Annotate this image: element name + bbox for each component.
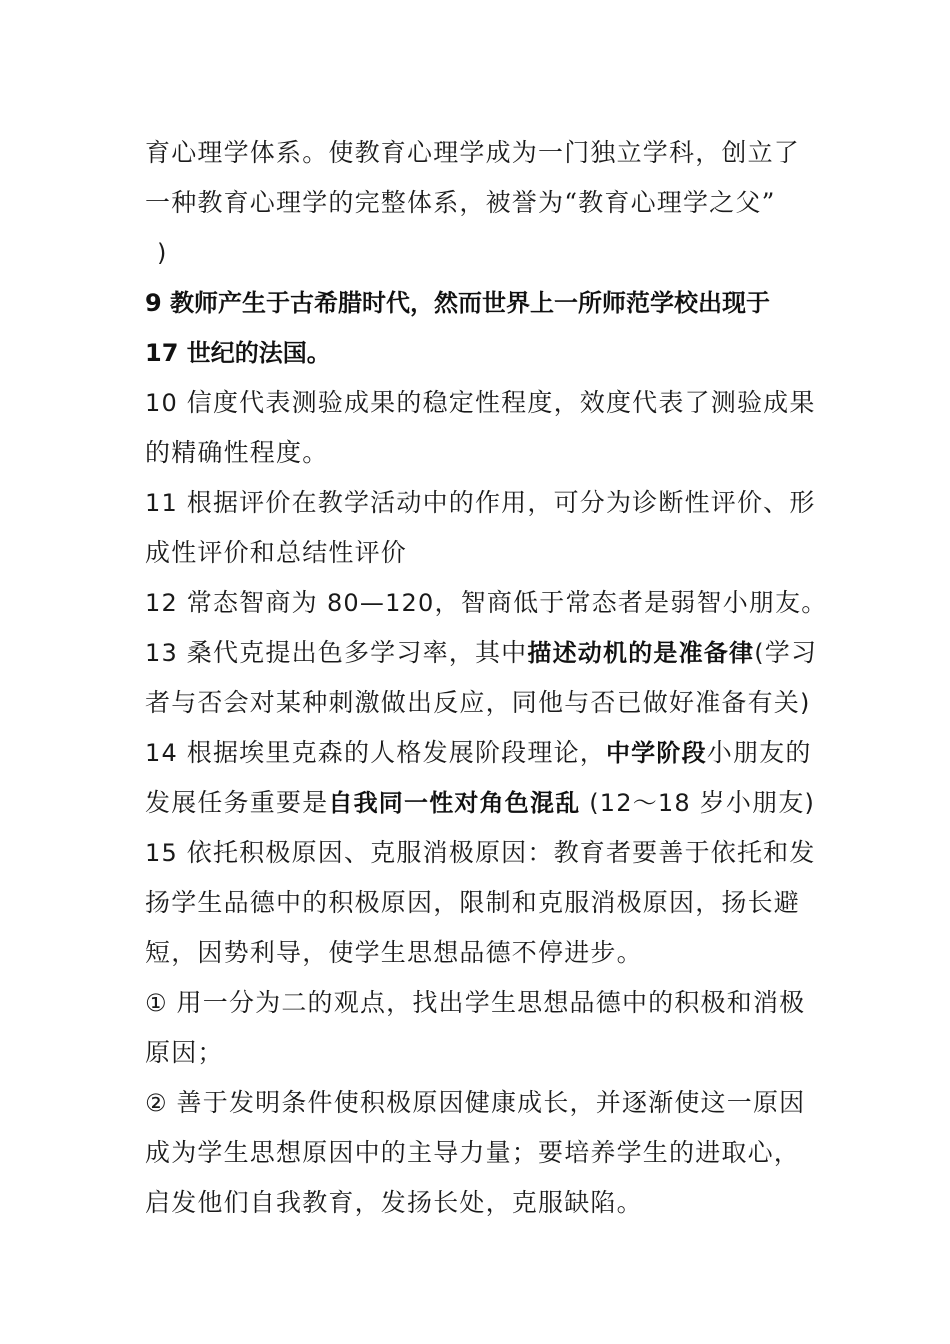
text-line [145,228,810,278]
text-line-bold [145,328,810,378]
bold-run: 描述动机的是准备律 [527,639,755,667]
text-line [145,378,816,428]
text-line [145,1178,810,1228]
text-run: 小朋友的 [706,738,812,767]
text-line [145,928,810,978]
text-run: ，智商低于常态者是弱智小朋友。 [434,588,828,617]
text-line [145,878,810,928]
bold-run: 中学阶段 [605,739,707,767]
text-run: 信度代表测验成果的稳定性程度，效度代表了测验成果 [186,388,816,417]
text-run: 一种教育心理学的完整体系，被誉为“教育心理学之父” [145,188,776,217]
text-line [145,678,810,728]
text-line [145,628,818,678]
item-number: 12 [145,589,187,617]
item-number: 14 [145,739,187,767]
text-run: ) [804,789,816,817]
text-line [145,778,816,828]
text-line [145,1078,810,1128]
item-number: 15 [145,839,187,867]
text-run: 者与否会对某种刺激做出反应，同他与否已做好准备有关 [145,688,801,717]
text-line [145,128,810,178]
text-run: 学习 [764,638,818,667]
text-run: 善于发明条件使积极原因健康成长，并逐渐使这一原因 [176,1088,806,1117]
bold-run: 自我同一性对角色混乱 [328,789,581,817]
text-run: 9 教师产生于古希腊时代，然而世界上一所师范学校出现于 [145,289,771,317]
iq-range: 80—120 [326,589,435,617]
text-run: 依托积极原因、克服消极原因：教育者要善于依托和发 [186,838,816,867]
text-run: 发展任务重要是 [145,788,329,817]
age-range: (12～18 [580,789,700,817]
text-line [145,578,828,628]
text-line [145,478,816,528]
item-number: 11 [145,489,187,517]
text-run: 岁小朋友 [699,788,805,817]
text-run: 成性评价和总结性评价 [145,538,408,567]
text-line-bold [145,278,810,328]
text-run: 育心理学体系。使教育心理学成为一门独立学科，创立了 [145,138,801,167]
item-number: 13 [145,639,187,667]
text-run: 常态智商为 [186,588,327,617]
item-number: 10 [145,389,187,417]
text-run: 的精确性程度。 [145,438,329,467]
list-marker: ① [145,989,177,1017]
text-line [145,528,810,578]
text-run: 扬学生品德中的积极原因，限制和克服消极原因，扬长避 [145,888,801,917]
text-line [145,1128,810,1178]
text-line [145,978,810,1028]
text-line [145,1028,810,1078]
text-run: 用一分为二的观点，找出学生思想品德中的积极和消极 [176,988,806,1017]
text-line [145,728,810,778]
text-run: ) [157,239,167,267]
text-run: 根据评价在教学活动中的作用，可分为诊断性评价、形 [186,488,816,517]
text-run: 桑代克提出色多学习率，其中 [186,638,528,667]
text-line [145,428,810,478]
text-line [145,828,816,878]
text-run: 原因； [145,1038,224,1067]
text-run: 根据埃里克森的人格发展阶段理论， [186,738,606,767]
text-line [145,178,810,228]
text-run: ( [754,639,765,667]
text-run: 短，因势利导，使学生思想品德不停进步。 [145,938,643,967]
text-run: 启发他们自我教育，发扬长处，克服缺陷。 [145,1188,643,1217]
text-run: 17 世纪的法国。 [145,339,331,367]
document-page [145,128,828,1228]
text-run: 成为学生思想原因中的主导力量；要培养学生的进取心， [145,1138,801,1167]
text-run: ) [800,689,811,717]
list-marker: ② [145,1089,177,1117]
